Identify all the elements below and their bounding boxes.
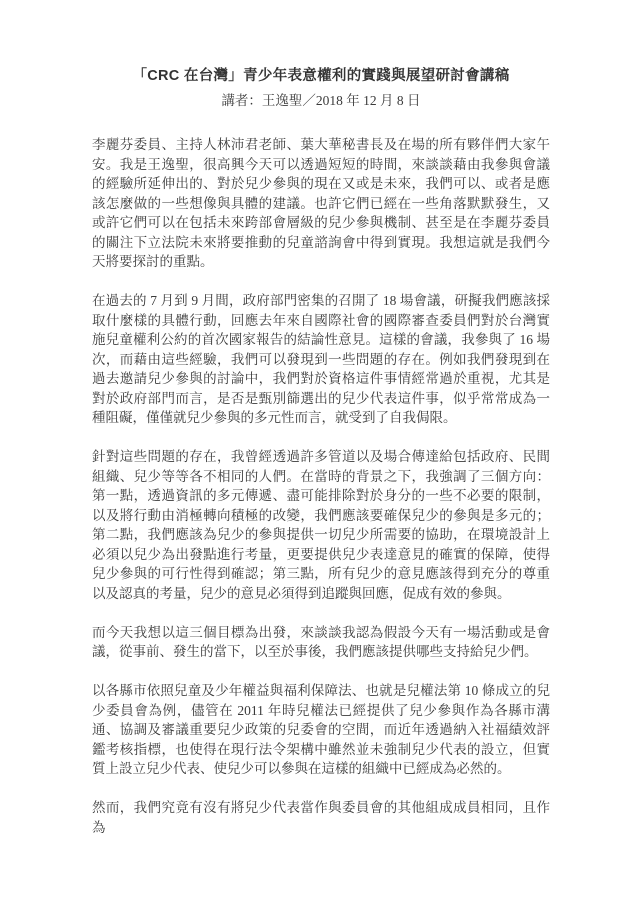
body-paragraph: 然而，我們究竟有沒有將兒少代表當作與委員會的其他組成成員相同，且作為	[92, 800, 550, 835]
body-paragraph: 針對這些問題的存在，我曾經透過許多管道以及場合傳達給包括政府、民間組織、兒少等等各不相同的人們。在當時的背景之下，我強調了三個方向：第一點，透過資訊的多元傳遞、盡可能排除對於身分的一些不必要的限制，以及將行動由消極轉向積極的改變，我們應該要確保兒少的參與是多元的；第二點，我們應該為兒少的參與提供一切兒少所需要的協助，在環境設計上必須以兒少為出發點進行考量，更要提供兒少表達意見的確實的保障，使得兒少參與的可行性得到確認；第三點，所有兒少的意見應該得到充分的尊重以及認真的考量，兒少的意見必須得到追蹤與回應，促成有效的參與。	[92, 449, 550, 601]
body-paragraph: 李麗芬委員、主持人林沛君老師、葉大華秘書長及在場的所有夥伴們大家午安。我是王逸聖，很高興今天可以透過短短的時間，來談談藉由我參與會議的經驗所延伸出的、對於兒少參與的現在又或是未來，我們可以、或者是應該怎麼做的一些想像與具體的建議。也許它們已經在一些角落默默發生，又或許它們可以在包括未來跨部會層級的兒少參與機制、甚至是在李麗芬委員的關注下立法院未來將要推動的兒童諮詢會中得到實現。我想這就是我們今天將要探討的重點。	[92, 137, 550, 269]
body-paragraph: 而今天我想以這三個目標為出發，來談談我認為假設今天有一場活動或是會議，從事前、發生的當下，以至於事後，我們應該提供哪些支持給兒少們。	[92, 624, 550, 659]
body-paragraph: 以各縣市依照兒童及少年權益與福利保障法、也就是兒權法第 10 條成立的兒少委員會為例，儘管在 2011 年時兒權法已經提供了兒少參與作為各縣市溝通、協調及審議重要兒少政策的兒委會的空間，而近年透過納入社福績效評鑑考核指標，也使得在現行法令架構中雖然並未強制兒少代表的設立，但實質上設立兒少代表、使兒少可以參與在這樣的組織中已經成為必然的。	[92, 683, 550, 776]
document-byline: 講者：王逸聖／2018 年 12 月 8 日	[221, 93, 421, 108]
body-paragraph: 在過去的 7 月到 9 月間，政府部門密集的召開了 18 場會議，研擬我們應該採取什麼樣的具體行動，回應去年來自國際社會的國際審查委員們對於台灣實施兒童權利公約的首次國家報告的結論性意見。這樣的會議，我參與了 16 場次，而藉由這些經驗，我們可以發現到一些問題的存在。例如我們發現到在過去邀請兒少參與的討論中，我們對於資格這件事情經常過於重視，尤其是對於政府部門而言，是否是甄別篩選出的兒少代表這件事，似乎常常成為一種阻礙，僅僅就兒少參與的多元性而言，就受到了自我侷限。	[92, 293, 550, 425]
document-body	[92, 135, 550, 837]
document-title: 「CRC 在台灣」青少年表意權利的實踐與展望研討會講稿	[132, 68, 510, 84]
